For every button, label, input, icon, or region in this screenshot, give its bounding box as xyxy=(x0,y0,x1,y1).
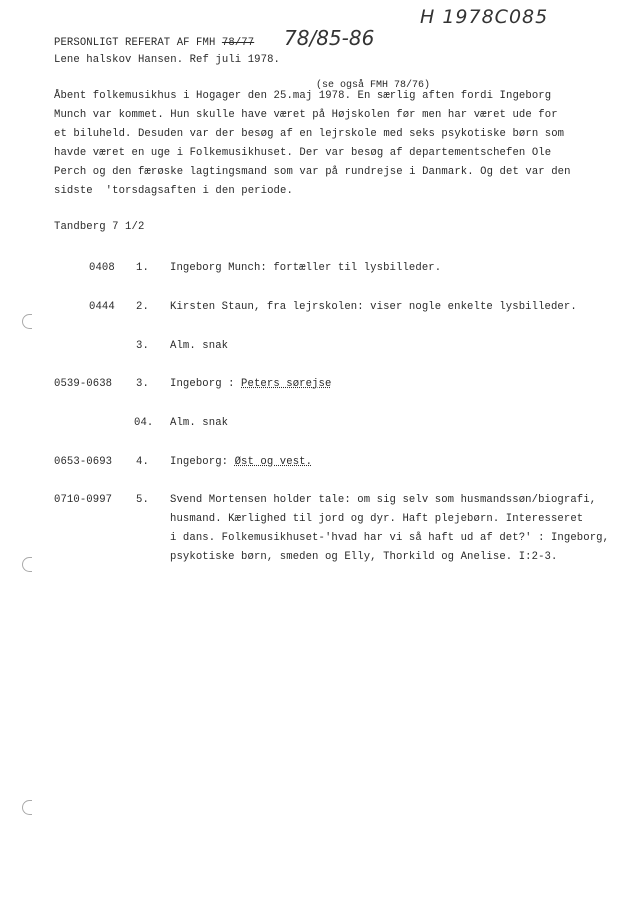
entry-number: 1. xyxy=(136,262,149,274)
handwritten-number: 78/85-86 xyxy=(284,26,375,50)
entry-number: 3. xyxy=(136,378,149,390)
intro-line: sidste 'torsdagsaften i den periode. xyxy=(54,185,293,197)
entry-number: 2. xyxy=(136,301,149,313)
entry-text-line: husmand. Kærlighed til jord og dyr. Haft plejebørn. Interesseret xyxy=(170,513,584,525)
entry-text-prefix: Ingeborg : xyxy=(170,378,242,390)
document-title-line xyxy=(54,37,254,50)
entry-text-line: i dans. Folkemusikhuset-'hvad har vi så haft ud af det?' : Ingeborg, xyxy=(170,532,610,544)
entry-time: 0444 xyxy=(89,301,115,313)
entry-time: 0539-0638 xyxy=(54,378,113,390)
entry-text: Ingeborg Munch: fortæller til lysbilleder. xyxy=(170,262,442,274)
entry-text-prefix: Ingeborg: xyxy=(170,456,235,468)
punch-hole xyxy=(22,557,32,572)
entry-text-line: psykotiske børn, smeden og Elly, Thorkild og Anelise. I:2-3. xyxy=(170,551,558,563)
intro-line: Munch var kommet. Hun skulle have været på Højskolen før men har været ude for xyxy=(54,109,558,121)
intro-line: Perch og den færøske lagtingsmand som var på rundrejse i Danmark. Og det var den xyxy=(54,166,571,178)
tape-label: Tandberg 7 1/2 xyxy=(54,221,145,233)
entry-number: 5. xyxy=(136,494,149,506)
document-title: PERSONLIGT REFERAT AF FMH xyxy=(54,37,216,49)
entry-number: 4. xyxy=(136,456,149,468)
overlay-note: (se også FMH 78/76) xyxy=(316,80,431,91)
handwritten-archive-number: H 1978C085 xyxy=(420,6,549,28)
entry-text: Alm. snak xyxy=(170,340,229,352)
entry-time: 0653-0693 xyxy=(54,456,113,468)
entry-text: Kirsten Staun, fra lejrskolen: viser nogle enkelte lysbilleder. xyxy=(170,301,577,313)
entry-text-underlined: Peters sørejse xyxy=(241,378,332,390)
entry-time: 0408 xyxy=(89,262,115,274)
entry-time: 0710-0997 xyxy=(54,494,113,506)
struck-number: 78/77 xyxy=(221,37,255,49)
entry-text-underlined: Øst og vest. xyxy=(234,456,313,468)
author-line: Lene halskov Hansen. Ref juli 1978. xyxy=(54,54,281,66)
punch-hole xyxy=(22,314,32,329)
entry-number: 04. xyxy=(134,417,154,429)
punch-hole xyxy=(22,800,32,815)
intro-line: et biluheld. Desuden var der besøg af en lejrskole med seks psykotiske børn som xyxy=(54,128,565,140)
entry-number: 3. xyxy=(136,340,149,352)
entry-text-line: Svend Mortensen holder tale: om sig selv som husmandssøn/biografi, xyxy=(170,494,597,506)
intro-line: Åbent folkemusikhus i Hogager den 25.maj 1978. En særlig aften fordi Ingeborg xyxy=(54,90,552,102)
entry-text: Alm. snak xyxy=(170,417,229,429)
intro-line: havde været en uge i Folkemusikhuset. Der var besøg af departementschefen Ole xyxy=(54,147,552,159)
entry-text xyxy=(170,378,331,391)
entry-text xyxy=(170,456,312,469)
